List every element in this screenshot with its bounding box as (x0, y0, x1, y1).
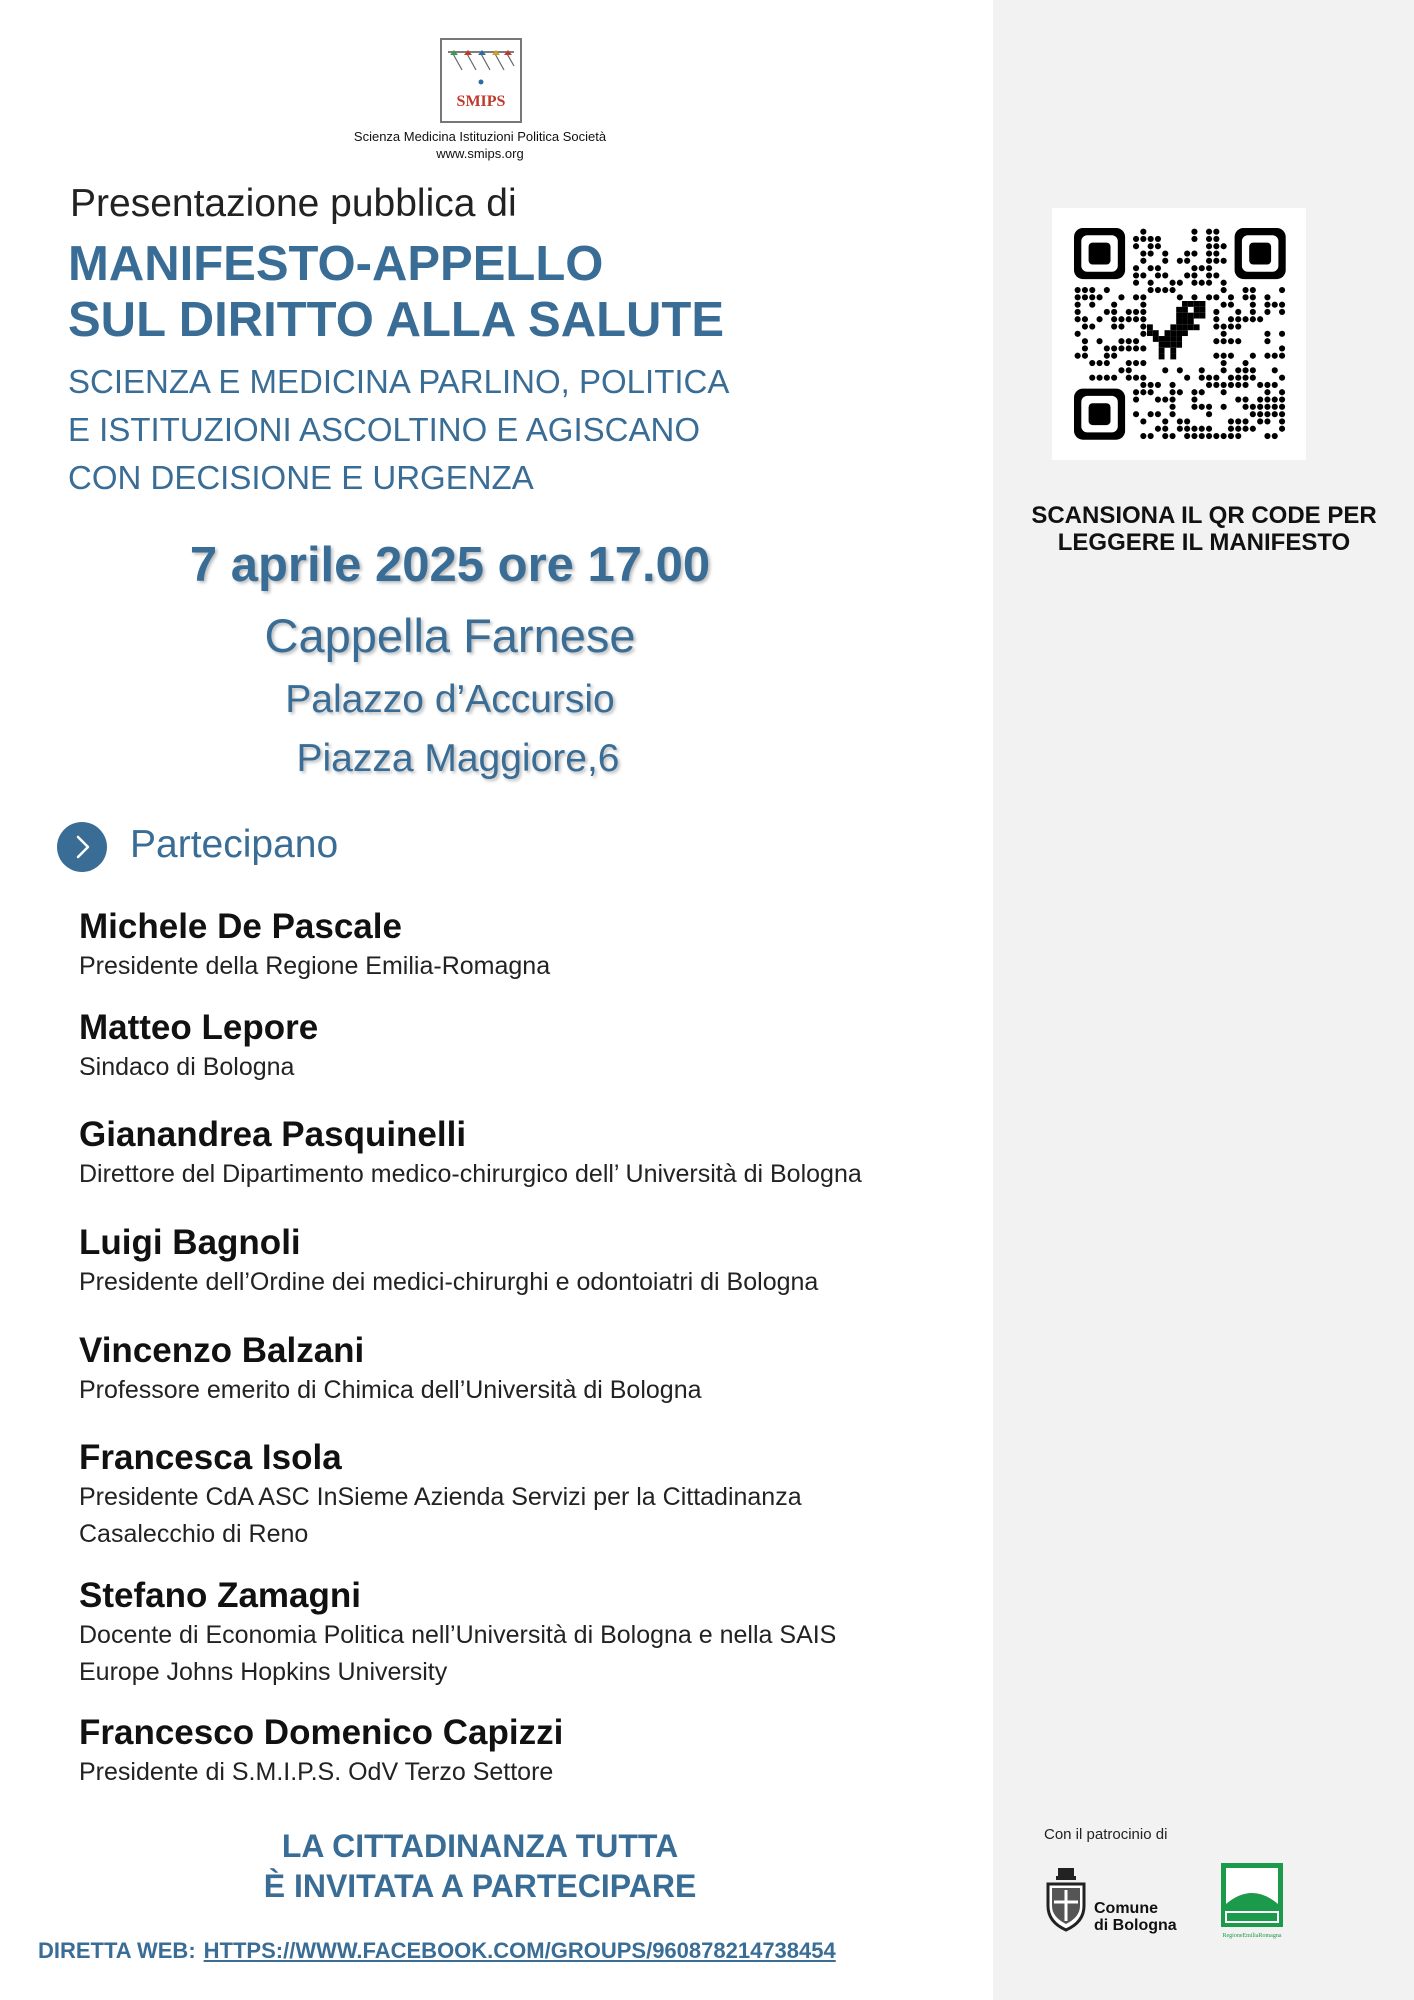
participant-role: Presidente di S.M.I.P.S. OdV Terzo Settore (79, 1758, 554, 1786)
smips-logo (440, 38, 522, 123)
bologna-crest-icon (1044, 1866, 1088, 1936)
org-name: Scienza Medicina Istituzioni Politica Società (353, 129, 607, 144)
participant-role: Docente di Economia Politica nell’Università di Bologna e nella SAIS (79, 1621, 837, 1649)
event-datetime: 7 aprile 2025 ore 17.00 (189, 538, 711, 592)
live-stream-label: DIRETTA WEB: (38, 1938, 196, 1963)
participant-name: Gianandrea Pasquinelli (79, 1115, 467, 1154)
qr-caption-line-2: LEGGERE IL MANIFESTO (1057, 529, 1351, 556)
regione-emilia-romagna-logo (1220, 1862, 1284, 1939)
subtitle-line-3: CON DECISIONE E URGENZA (68, 459, 534, 496)
patronage-label: Con il patrocinio di (1044, 1826, 1168, 1843)
comune-name: Comune di Bologna (1094, 1900, 1177, 1934)
participant-role: Europe Johns Hopkins University (79, 1658, 448, 1686)
participant-item (79, 1330, 959, 1409)
invitation (200, 1826, 760, 1906)
smips-logo-graphic (442, 40, 520, 121)
participant-name: Stefano Zamagni (79, 1576, 361, 1615)
svg-text:SMIPS: SMIPS (456, 93, 506, 110)
participant-name: Francesco Domenico Capizzi (79, 1713, 564, 1752)
participant-item (79, 1222, 959, 1301)
qr-caption-line-1: SCANSIONA IL QR CODE PER (1031, 502, 1377, 529)
event-venue: Cappella Farnese (264, 609, 636, 662)
participant-name: Vincenzo Balzani (79, 1331, 365, 1370)
participant-item (79, 1712, 959, 1791)
chevron-right-icon (57, 822, 107, 872)
event-building: Palazzo d’Accursio (285, 678, 615, 721)
subtitle (68, 358, 729, 502)
participant-item (79, 1437, 959, 1553)
participant-role: Casalecchio di Reno (79, 1520, 309, 1548)
participant-role: Presidente della Regione Emilia-Romagna (79, 952, 551, 980)
participant-name: Francesca Isola (79, 1438, 342, 1477)
participant-item (79, 1007, 959, 1086)
page-title (68, 236, 724, 348)
comune-bologna-logo (1044, 1866, 1194, 1938)
section-title-partecipano: Partecipano (130, 823, 339, 866)
qr-caption (1000, 502, 1408, 556)
participant-name: Matteo Lepore (79, 1008, 319, 1047)
participant-name: Michele De Pascale (79, 907, 402, 946)
org-website[interactable]: www.smips.org (436, 146, 524, 161)
participant-role: Presidente CdA ASC InSieme Azienda Servizi per la Cittadinanza (79, 1483, 802, 1511)
qr-code-graphic[interactable] (1052, 208, 1306, 460)
subtitle-line-2: E ISTITUZIONI ASCOLTINO E AGISCANO (68, 411, 700, 448)
subtitle-line-1: SCIENZA E MEDICINA PARLINO, POLITICA (68, 363, 730, 400)
participant-role: Direttore del Dipartimento medico-chirurgico dell’ Università di Bologna (79, 1160, 862, 1188)
invitation-line-2: È INVITATA A PARTECIPARE (263, 1868, 697, 1904)
participant-item (79, 906, 959, 985)
title-line-1: MANIFESTO-APPELLO (68, 237, 604, 291)
participant-item (79, 1575, 959, 1691)
facebook-group-link[interactable]: HTTPS://WWW.FACEBOOK.COM/GROUPS/960878214738454 (203, 1938, 836, 1963)
participant-name: Luigi Bagnoli (79, 1223, 301, 1262)
participant-role: Sindaco di Bologna (79, 1053, 295, 1081)
live-stream-info (38, 1938, 836, 1964)
regione-caption: RegioneEmiliaRomagna (1222, 1933, 1282, 1939)
invitation-line-1: LA CITTADINANZA TUTTA (281, 1828, 679, 1864)
event-address: Piazza Maggiore,6 (296, 737, 620, 780)
org-info (300, 128, 660, 162)
intro-text: Presentazione pubblica di (70, 182, 517, 225)
title-line-2: SUL DIRITTO ALLA SALUTE (68, 293, 725, 347)
participant-item (79, 1114, 959, 1193)
qr-code[interactable] (1052, 208, 1306, 460)
participant-role: Professore emerito di Chimica dell’Università di Bologna (79, 1376, 702, 1404)
participant-role: Presidente dell’Ordine dei medici-chirurghi e odontoiatri di Bologna (79, 1268, 819, 1296)
regione-flag-icon (1220, 1862, 1284, 1928)
